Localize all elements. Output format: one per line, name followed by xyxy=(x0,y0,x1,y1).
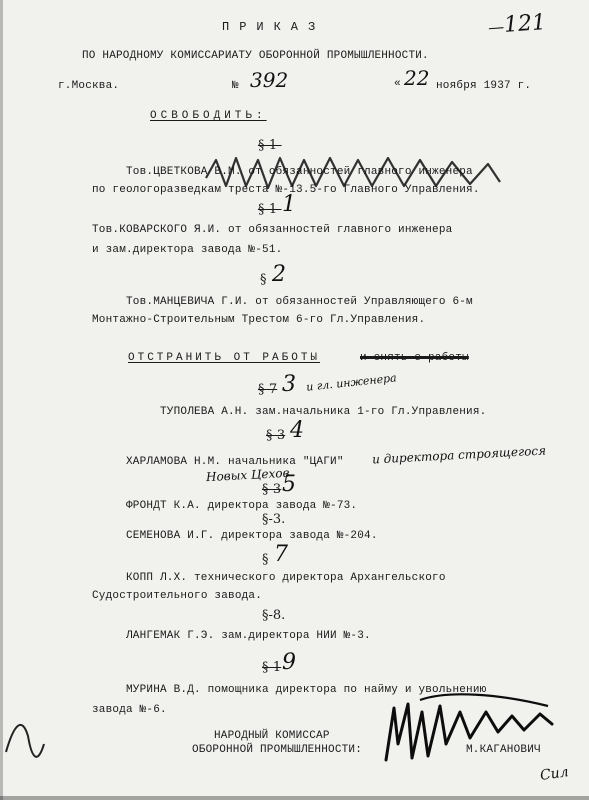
item-text-line: Судостроительного завода. xyxy=(92,590,263,602)
order-number: 392 xyxy=(250,68,289,92)
paragraph-number: § xyxy=(262,552,269,567)
handwritten-note: и гл. инженера xyxy=(305,371,398,394)
handwritten-paragraph-number: 3 xyxy=(282,372,296,397)
paragraph-number: §-1 xyxy=(262,660,282,675)
signatory-role: НАРОДНЫЙ КОМИССАР xyxy=(214,730,330,742)
signatory-name: М.КАГАНОВИЧ xyxy=(466,744,541,756)
item-text-line: СЕМЕНОВА И.Г. директора завода №-204. xyxy=(126,530,378,542)
date-day: 22 xyxy=(404,66,430,90)
handwritten-note: Новых Цехов xyxy=(205,465,290,485)
archive-number: —121 xyxy=(487,10,547,38)
handwritten-paragraph-number: 9 xyxy=(282,650,296,675)
item-text-line: завода №-6. xyxy=(92,704,167,716)
paragraph-number: § xyxy=(260,272,267,287)
signatory-role: ОБОРОННОЙ ПРОМЫШЛЕННОСТИ: xyxy=(192,744,363,756)
item-text-line: КОПП Л.Х. технического директора Архангельского xyxy=(126,572,446,584)
item-text-line: ХАРЛАМОВА Н.М. начальника "ЦАГИ" xyxy=(126,456,344,468)
handwritten-paragraph-number: 7 xyxy=(274,542,288,567)
paragraph-number: §-1- xyxy=(258,138,282,153)
item-text-line: по геологоразведкам треста №-13.5-го Главного Управления. xyxy=(92,184,480,196)
handwritten-paragraph-number: 4 xyxy=(290,418,304,443)
handwritten-paragraph-number: 2 xyxy=(272,262,286,287)
item-text-line: МУРИНА В.Д. помощника директора по найму и увольнению xyxy=(126,684,487,696)
item-text-line: Монтажно-Строительным Трестом 6-го Гл.Управления. xyxy=(92,314,426,326)
paragraph-number: §-3 xyxy=(262,482,282,497)
date-rest: ноября 1937 г. xyxy=(436,80,532,92)
city: г.Москва. xyxy=(58,80,120,92)
paragraph-number: §-3 xyxy=(266,428,286,443)
item-text-line: Тов.ЦВЕТКОВА В.М. от обязанностей главного инженера xyxy=(126,166,473,178)
document-title: ПРИКАЗ xyxy=(222,20,326,34)
handwritten-paragraph-number: 1 xyxy=(282,192,296,217)
item-text-line: ЛАНГЕМАК Г.Э. зам.директора НИИ №-3. xyxy=(126,630,371,642)
section-heading-release: ОСВОБОДИТЬ: xyxy=(150,110,267,122)
item-text-line: ТУПОЛЕВА А.Н. зам.начальника 1-го Гл.Управления. xyxy=(160,406,487,418)
section-heading-suspend: ОТСТРАНИТЬ ОТ РАБОТЫ xyxy=(128,352,321,364)
paragraph-number: §-3. xyxy=(262,512,286,527)
paragraph-number: §-8. xyxy=(262,608,286,623)
date-open-quote: « xyxy=(394,78,401,90)
handwritten-paragraph-number: 5 xyxy=(282,472,296,497)
handwritten-note: и директора строящегося xyxy=(371,443,547,467)
paragraph-number: §-7 xyxy=(258,382,278,397)
order-number-label: № xyxy=(232,80,239,92)
item-text-line: Тов.МАНЦЕВИЧА Г.И. от обязанностей Управляющего 6-м xyxy=(126,296,473,308)
item-text-line: и зам.директора завода №-51. xyxy=(92,244,283,256)
paragraph-number: §-1- xyxy=(258,202,282,217)
item-text-line: ФРОНДТ К.А. директора завода №-73. xyxy=(126,500,358,512)
struck-heading-text: и снять с работы xyxy=(360,352,469,364)
document-subtitle: ПО НАРОДНОМУ КОМИССАРИАТУ ОБОРОННОЙ ПРОМЫШЛЕННОСТИ. xyxy=(82,50,429,62)
item-text-line: Тов.КОВАРСКОГО Я.И. от обязанностей главного инженера xyxy=(92,224,453,236)
corner-handwritten-mark: Сил xyxy=(539,764,570,784)
